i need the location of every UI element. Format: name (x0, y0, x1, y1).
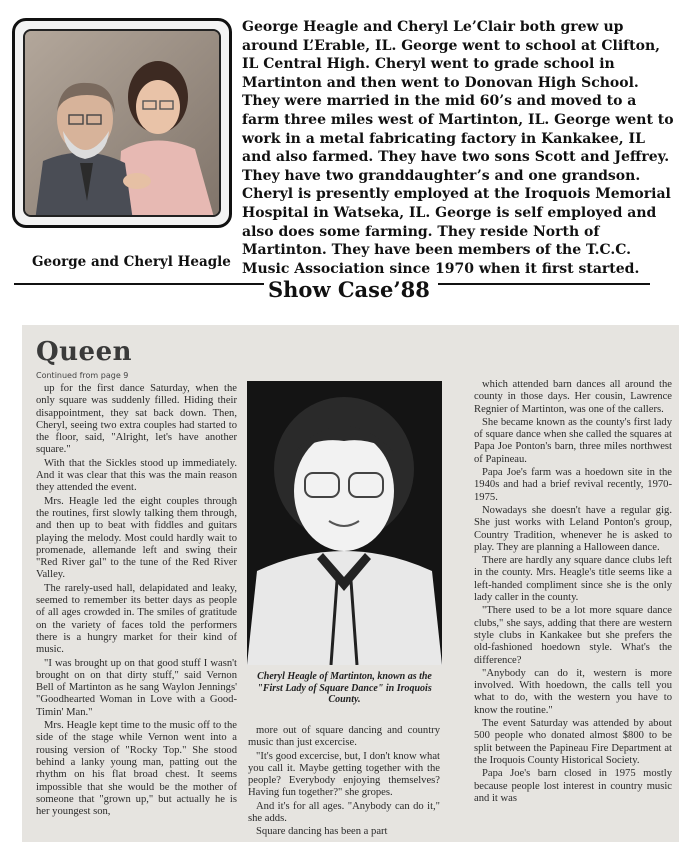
paragraph: "There used to be a lot more square dance clubs," she says, adding that there are western style clubs in Kankakee but she prefers the old-fashioned hoedown style. What's the difference? (474, 605, 672, 666)
couple-photo (23, 29, 221, 217)
paragraph: And it's for all ages. "Anybody can do it," she adds. (248, 800, 440, 825)
paragraph: Mrs. Heagle kept time to the music off to the side of the stage while Vernon went into a rousing version of "Rocky Top." She stood behind a lanky young man, patting out the rhythm on his flat broad chest. It seems impossible that she would be the mother of someone that "grown up," but actually he is her youngest son, (36, 720, 237, 818)
paragraph: Mrs. Heagle led the eight couples through the routines, first slowly talking them through, and then up to beat with fiddles and guitars playing the melody. Most could hardly wait to promenade, allemande left and swing their "Red River gal" to the tune of the Red River Valley. (36, 495, 237, 581)
paragraph: She became known as the county's first lady of square dance when she called the squares at Papa Joe Ponton's barn, three miles northwest of Papineau. (474, 416, 672, 465)
paragraph: Square dancing has been a part (256, 826, 388, 838)
article-column-1 (36, 383, 237, 819)
paragraph: up for the first dance Saturday, when the only square was suddenly filled. Hiding their disappointment, they sat back down. Then, Cheryl, seeing two extra couples had started to the floor, said, "Alright, let's have another square." (36, 383, 237, 456)
showcase-rule-left (14, 283, 264, 285)
paragraph: The event Saturday was attended by about 500 people who donated almost $800 to be split between the Papineau Fire Department at the Iroquois County Historical Society. (474, 718, 672, 766)
paragraph: which attended barn dances all around the county in those days. Her cousin, Lawrence Regnier of Martinton, was one of the callers. (474, 379, 672, 415)
paragraph: There are hardly any square dance clubs left in the county. Mrs. Heagle's title seems like a left-handed compliment since she is the only lady caller in the county. (474, 555, 672, 604)
paragraph: Papa Joe's barn closed in 1975 mostly because people lost interest in country music and it was (474, 768, 672, 804)
paragraph: "It's good excercise, but, I don't know what you call it. Maybe getting together with the people? Everybody enjoying themselves? Having fun together?" she gropes. (248, 750, 440, 799)
clipping-headline: Queen (36, 337, 133, 367)
couple-photo-frame (12, 18, 232, 228)
cheryl-photo (247, 381, 442, 665)
paragraph: The rarely-used hall, delapidated and leaky, seemed to remember its better days as people of all ages crowded in. The smiles of gratitude on the variety of faces told the performers there is a hungry market for their kind of music. (36, 582, 237, 656)
article-column-2 (248, 725, 440, 840)
bio-paragraph: George Heagle and Cheryl Le’Clair both grew up around L’Erable, IL. George went to school at Clifton, IL Central High. Cheryl went to grade school in Martinton and then went to Donovan High School. They were married in the mid 60’s and moved to a farm three miles west of Martinton, IL. George went to work in a metal fabricating factory in Kankakee, IL and also farmed. They have two sons Scott and Jeffrey. They have two granddaughter’s and one grandson. Cheryl is presently employed at the Iroquois Memorial Hospital in Watseka, IL. George is self employed and also does some farming. They reside North of Martinton. They have been members of the T.C.C. Music Association since 1970 when it first started. (242, 19, 674, 277)
paragraph: more out of square dancing and country music than just excercise. (248, 725, 440, 749)
couple-photo-caption: George and Cheryl Heagle (32, 254, 231, 270)
cheryl-photo-image (247, 381, 442, 665)
article-column-3 (474, 379, 672, 806)
paragraph: Papa Joe's farm was a hoedown site in the 1940s and had a brief revival recently, 1970-1975. (474, 467, 672, 503)
paragraph: Nowadays she doesn't have a regular gig. She just works with Leland Ponton's group, Country Tradition, whenever he is asked to play. They are planning a Halloween dance. (474, 504, 672, 553)
cheryl-photo-caption: Cheryl Heagle of Martinton, known as the "First Lady of Square Dance" in Iroquois County. (257, 671, 432, 705)
paragraph: "Anybody can do it, western is more involved. With hoedown, the calls tell you what to do, with the western you have to know the routine." (474, 667, 672, 716)
paragraph: "I was brought up on that good stuff I wasn't brought on on that dirty stuff," said Vernon Bell of Martinton as he sang Waylon Jennings' "Goodhearted Woman in Love with a Good-Timin' Man." (36, 657, 237, 718)
couple-photo-image (25, 31, 221, 217)
showcase-title: Show Case’88 (268, 277, 430, 302)
paragraph: With that the Sickles stood up immediately. And it was clear that this was the main reason they attended the event. (36, 457, 237, 494)
showcase-rule-right (438, 283, 650, 285)
continued-note: Continued from page 9 (36, 371, 129, 380)
newspaper-clipping (22, 325, 679, 842)
